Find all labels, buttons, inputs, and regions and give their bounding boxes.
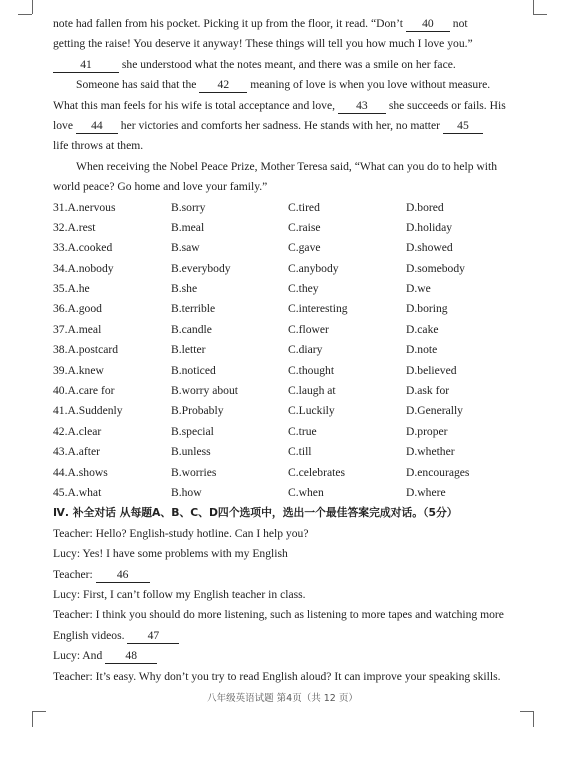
option-d: D.Generally bbox=[406, 404, 463, 418]
option-b: B.sorry bbox=[171, 200, 206, 214]
option-a: 39.A.knew bbox=[53, 363, 104, 377]
passage-line: getting the raise! You deserve it anyway! These things will tell you how much I love you.” bbox=[53, 37, 473, 51]
option-c: C.gave bbox=[288, 241, 321, 255]
passage-line bbox=[53, 14, 523, 34]
option-c: C.celebrates bbox=[288, 465, 345, 479]
option-b: B.worry about bbox=[171, 384, 238, 398]
blank-41: 41 bbox=[53, 57, 119, 73]
option-c: C.interesting bbox=[288, 302, 348, 316]
dialogue-text: English videos. bbox=[53, 628, 125, 642]
option-a: 33.A.cooked bbox=[53, 241, 113, 255]
crop-mark-bottom-right-v bbox=[533, 711, 534, 727]
option-b: B.everybody bbox=[171, 261, 231, 275]
options-row-35 bbox=[53, 279, 523, 299]
blank-45: 45 bbox=[443, 118, 483, 134]
option-a: 32.A.rest bbox=[53, 220, 96, 234]
passage-line: When receiving the Nobel Peace Prize, Mother Teresa said, “What can you do to help with bbox=[76, 159, 498, 173]
option-b: B.terrible bbox=[171, 302, 216, 316]
passage-text: Someone has said that the bbox=[76, 78, 197, 92]
crop-mark-bottom-left-v bbox=[32, 711, 33, 727]
option-d: D.somebody bbox=[406, 261, 465, 275]
crop-mark-top-left-v bbox=[32, 0, 33, 14]
section-4-title: Ⅳ. 补全对话 从每题A、B、C、D四个选项中，选出一个最佳答案完成对话。（5分） bbox=[53, 506, 458, 520]
passage-line bbox=[53, 96, 523, 116]
crop-mark-top-right-v bbox=[533, 0, 534, 14]
option-b: B.saw bbox=[171, 241, 200, 255]
blank-48: 48 bbox=[105, 648, 157, 664]
passage-text: note had fallen from his pocket. Picking it up from the floor, it read. “Don’t bbox=[53, 17, 403, 30]
option-c: C.laugh at bbox=[288, 384, 336, 398]
option-c: C.flower bbox=[288, 322, 329, 336]
option-b: B.special bbox=[171, 424, 214, 438]
option-b: B.unless bbox=[171, 445, 211, 459]
option-d: D.bored bbox=[406, 200, 444, 214]
page-content bbox=[53, 14, 523, 687]
options-row-37 bbox=[53, 320, 523, 340]
crop-mark-top-left-h bbox=[18, 14, 32, 15]
option-d: D.whether bbox=[406, 445, 455, 459]
options-row-31 bbox=[53, 198, 523, 218]
dialogue-line bbox=[53, 626, 523, 646]
passage-line: life throws at them. bbox=[53, 139, 144, 153]
option-c: C.diary bbox=[288, 343, 323, 357]
option-b: B.candle bbox=[171, 322, 212, 336]
option-c: C.tired bbox=[288, 200, 320, 214]
option-c: C.when bbox=[288, 485, 324, 499]
options-row-40 bbox=[53, 381, 523, 401]
options-row-41 bbox=[53, 401, 523, 421]
option-c: C.thought bbox=[288, 363, 335, 377]
blank-43: 43 bbox=[338, 98, 386, 114]
speaker-text: Teacher: bbox=[53, 567, 93, 581]
blank-40: 40 bbox=[406, 16, 450, 32]
passage-text: her victories and comforts her sadness. He stands with her, no matter bbox=[120, 118, 441, 132]
options-row-44 bbox=[53, 463, 523, 483]
passage-line: world peace? Go home and love your family.” bbox=[53, 180, 268, 194]
option-c: C.anybody bbox=[288, 261, 339, 275]
option-a: 31.A.nervous bbox=[53, 200, 116, 214]
passage-text: love bbox=[53, 118, 73, 132]
dialogue-line bbox=[53, 565, 523, 585]
options-row-43 bbox=[53, 442, 523, 462]
passage-text: she understood what the notes meant, and there was a smile on her face. bbox=[121, 57, 456, 71]
option-b: B.worries bbox=[171, 465, 217, 479]
dialogue-line: Lucy: First, I can’t follow my English teacher in class. bbox=[53, 587, 306, 601]
option-c: C.Luckily bbox=[288, 404, 335, 418]
option-a: 45.A.what bbox=[53, 485, 102, 499]
passage-line bbox=[53, 75, 523, 95]
crop-mark-top-right-h bbox=[533, 14, 547, 15]
options-row-36 bbox=[53, 299, 523, 319]
blank-47: 47 bbox=[127, 628, 179, 644]
option-a: 36.A.good bbox=[53, 302, 102, 316]
options-row-42 bbox=[53, 422, 523, 442]
dialogue-line: Teacher: I think you should do more listening, such as listening to more tapes and watching more bbox=[53, 608, 504, 622]
option-d: D.boring bbox=[406, 302, 448, 316]
option-b: B.meal bbox=[171, 220, 205, 234]
option-d: D.believed bbox=[406, 363, 457, 377]
blank-44: 44 bbox=[76, 118, 118, 134]
option-d: D.cake bbox=[406, 322, 439, 336]
option-a: 42.A.clear bbox=[53, 424, 102, 438]
speaker-text: Lucy: And bbox=[53, 649, 103, 663]
option-d: D.where bbox=[406, 485, 446, 499]
crop-mark-bottom-right-h bbox=[520, 711, 534, 712]
option-d: D.note bbox=[406, 343, 438, 357]
passage-text: What this man feels for his wife is total acceptance and love, bbox=[53, 98, 336, 112]
options-row-34 bbox=[53, 259, 523, 279]
option-d: D.showed bbox=[406, 241, 453, 255]
option-b: B.noticed bbox=[171, 363, 216, 377]
option-d: D.proper bbox=[406, 424, 448, 438]
option-b: B.she bbox=[171, 282, 198, 296]
options-row-38 bbox=[53, 340, 523, 360]
blank-42: 42 bbox=[199, 77, 247, 93]
options-row-39 bbox=[53, 361, 523, 381]
option-a: 37.A.meal bbox=[53, 322, 102, 336]
passage-text: meaning of love is when you love without measure. bbox=[250, 78, 491, 92]
option-a: 43.A.after bbox=[53, 445, 100, 459]
dialogue-line: Lucy: Yes! I have some problems with my English bbox=[53, 547, 288, 561]
option-b: B.how bbox=[171, 485, 202, 499]
page-footer: 八年级英语试题 第4页（共 12 页） bbox=[207, 693, 358, 704]
options-row-32 bbox=[53, 218, 523, 238]
option-d: D.ask for bbox=[406, 384, 450, 398]
options-row-33 bbox=[53, 238, 523, 258]
option-a: 34.A.nobody bbox=[53, 261, 114, 275]
option-c: C.raise bbox=[288, 220, 321, 234]
options-row-45 bbox=[53, 483, 523, 503]
passage-text: not bbox=[452, 17, 468, 30]
option-b: B.Probably bbox=[171, 404, 224, 418]
option-b: B.letter bbox=[171, 343, 206, 357]
option-d: D.we bbox=[406, 282, 431, 296]
passage-line bbox=[53, 55, 523, 75]
option-d: D.holiday bbox=[406, 220, 453, 234]
option-c: C.true bbox=[288, 424, 317, 438]
dialogue-line: Teacher: It’s easy. Why don’t you try to read English aloud? It can improve your speaking skills. bbox=[53, 669, 501, 683]
option-c: C.till bbox=[288, 445, 312, 459]
dialogue-line bbox=[53, 646, 523, 666]
blank-46: 46 bbox=[96, 567, 150, 583]
crop-mark-bottom-left-h bbox=[32, 711, 46, 712]
dialogue-line: Teacher: Hello? English-study hotline. Can I help you? bbox=[53, 526, 309, 540]
option-a: 38.A.postcard bbox=[53, 343, 119, 357]
passage-line bbox=[53, 116, 523, 136]
option-c: C.they bbox=[288, 282, 319, 296]
passage-text: she succeeds or fails. His bbox=[388, 98, 506, 112]
option-a: 44.A.shows bbox=[53, 465, 108, 479]
option-a: 35.A.he bbox=[53, 282, 90, 296]
option-a: 40.A.care for bbox=[53, 384, 115, 398]
option-a: 41.A.Suddenly bbox=[53, 404, 123, 418]
option-d: D.encourages bbox=[406, 465, 470, 479]
